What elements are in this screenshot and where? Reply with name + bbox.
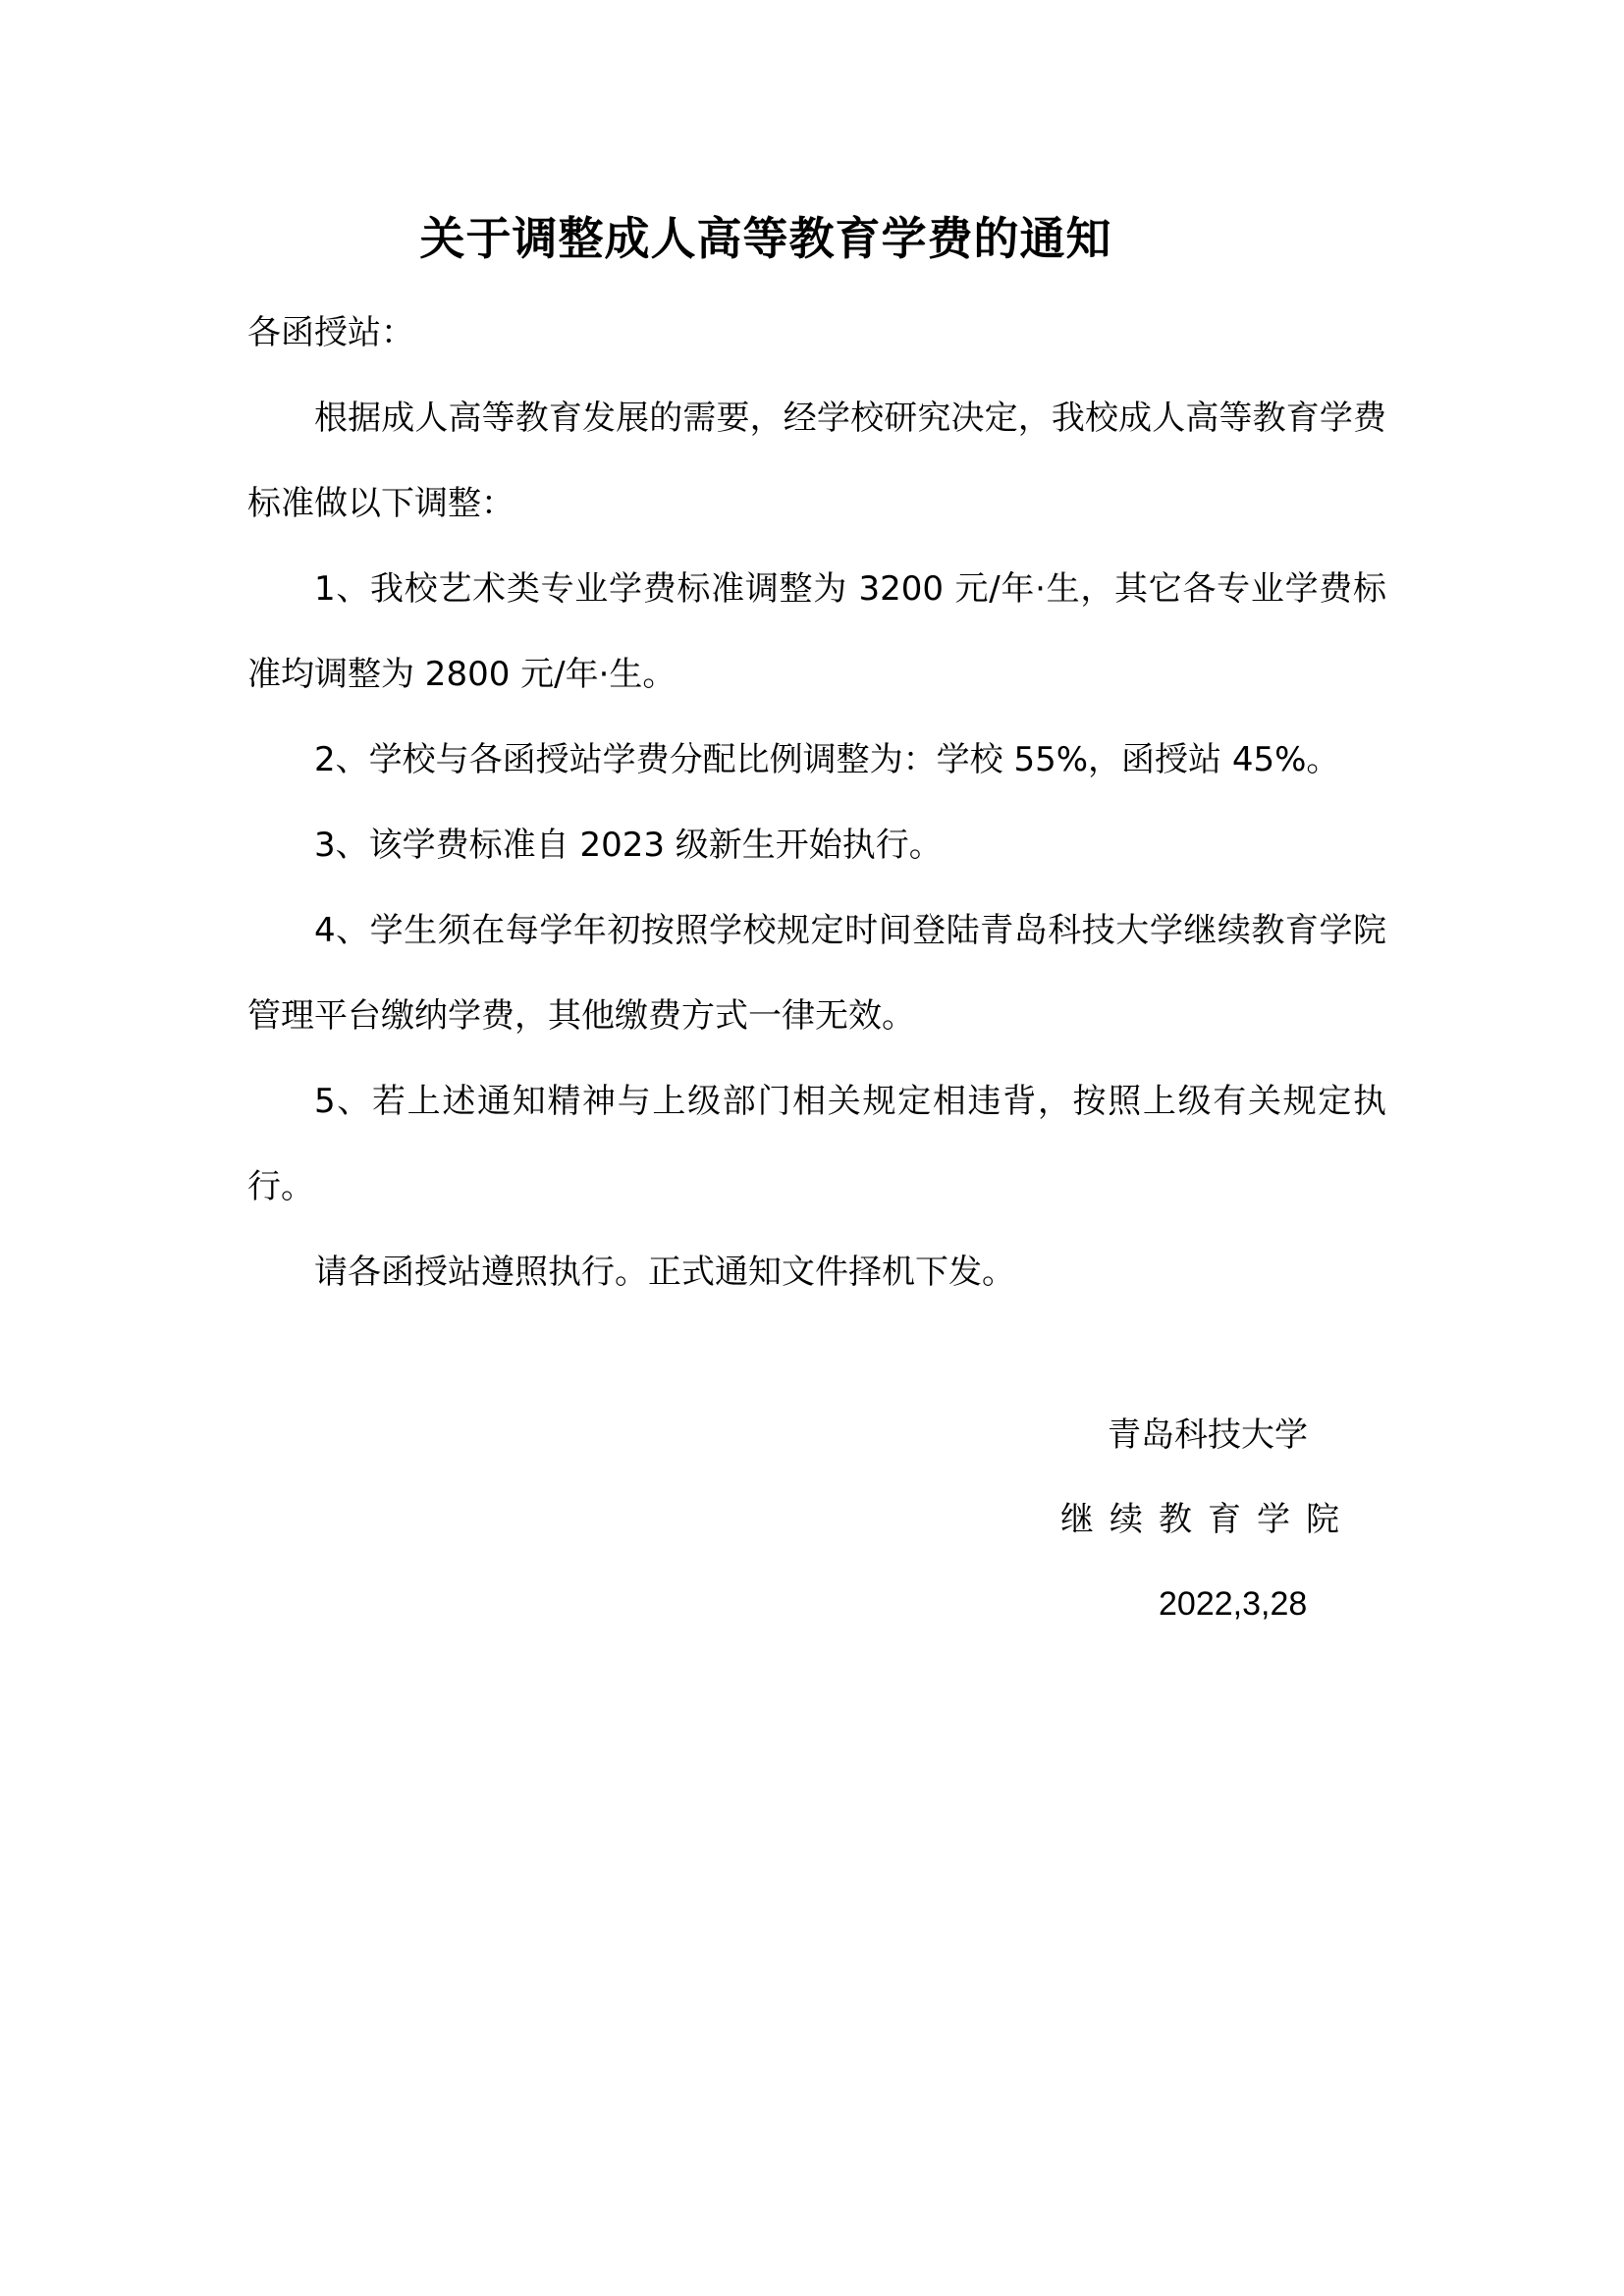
document-body [247, 291, 1386, 1315]
signature-organization: 青岛科技大学 [1108, 1415, 1308, 1455]
signature-date: 2022,3,28 [1159, 1585, 1308, 1623]
signature-department: 继续教育学院 [1060, 1500, 1355, 1539]
intro-paragraph: 根据成人高等教育发展的需要，经学校研究决定，我校成人高等教育学费标准做以下调整： [247, 399, 1386, 523]
item-4: 4、学生须在每学年初按照学校规定时间登陆青岛科技大学继续教育学院管理平台缴纳学费，其他缴费方式一律无效。 [247, 911, 1386, 1036]
salutation: 各函授站： [247, 313, 414, 352]
item-5: 5、若上述通知精神与上级部门相关规定相违背，按照上级有关规定执行。 [247, 1082, 1386, 1206]
document-title: 关于调整成人高等教育学费的通知 [419, 212, 1112, 265]
item-3: 3、该学费标准自 2023 级新生开始执行。 [314, 826, 943, 865]
item-2: 2、学校与各函授站学费分配比例调整为：学校 55%，函授站 45%。 [314, 740, 1340, 779]
closing-paragraph: 请各函授站遵照执行。正式通知文件择机下发。 [314, 1253, 1015, 1292]
item-1: 1、我校艺术类专业学费标准调整为 3200 元/年·生，其它各专业学费标准均调整为 2800 元/年·生。 [247, 569, 1386, 694]
